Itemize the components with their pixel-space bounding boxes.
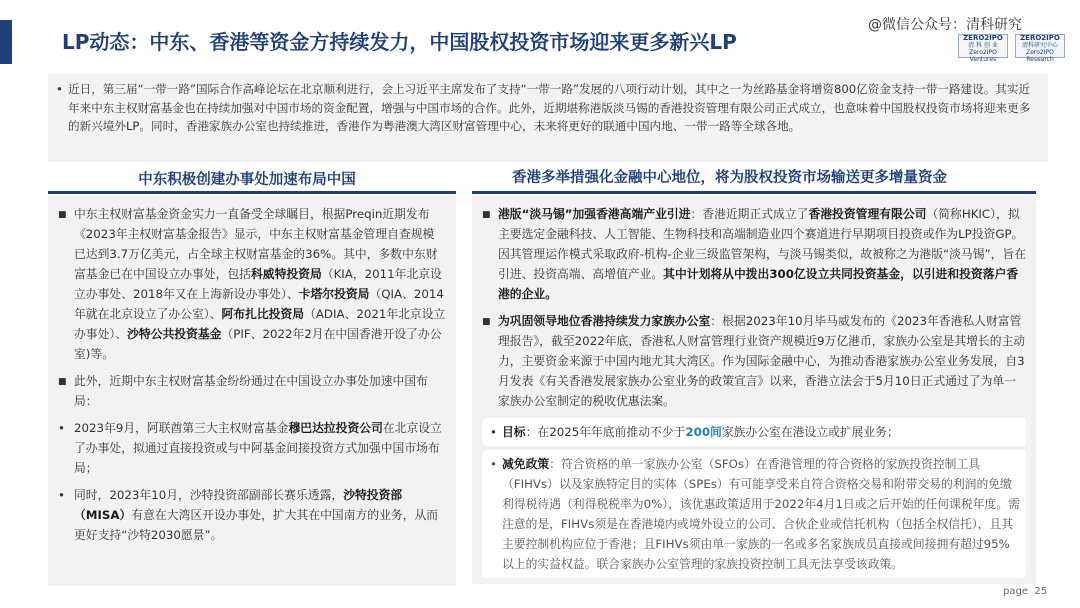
list-item <box>482 311 1026 411</box>
policy-label: 减免政策 <box>502 457 550 471</box>
list-item <box>58 418 446 478</box>
item-bold-text: 阿布扎比投资局 <box>221 307 305 321</box>
bullet-icon: • <box>490 457 497 471</box>
item-text: （QIA、2014年就在北京设立了办公室）、 <box>74 287 444 321</box>
title-accent-bar <box>0 20 12 64</box>
left-heading-underline <box>48 191 456 194</box>
item-bold-text: 为巩固领导地位香港持续发力家族办公室 <box>498 314 711 328</box>
list-item <box>58 485 446 545</box>
list-item <box>482 204 1026 304</box>
bullet-icon: • <box>58 488 65 502</box>
item-text: 有意在大湾区开设办事处，扩大其在中国南方的业务，从而更好支持“沙特2030愿景”。 <box>74 508 439 542</box>
left-section-heading: 中东积极创建办事处加速布局中国 <box>138 172 356 188</box>
right-heading-underline <box>472 191 1036 194</box>
item-text: 在北京设立了办事处，拟通过直接投资或与中阿基金间接投资方式加强中国市场布局； <box>74 421 442 475</box>
item-bold-text: 港版“淡马锡”加强香港高端产业引进 <box>498 207 691 221</box>
item-text: 2023年9月，阿联酋第三大主权财富基金 <box>74 421 289 435</box>
item-text: ：根据2023年10月毕马威发布的《2023年香港私人财富管理报告》，截至2022年底，香港私人财富管理行业资产规模近9万亿港币，家族办公室是其增长的主动力，主要资金来源于中国内地尤其大湾区。作为国际金融中心，为推动香港家族办公室业务发展，自3月发表《有关香港发展家族办公室业务的政策宣言》以来，香港立法会于5月10日正式通过了为单一家族办公室制定的税收优惠法案。 <box>498 314 1026 408</box>
item-text: （ADIA、2021年北京设立办事处）、 <box>74 307 446 341</box>
logo-tag: Zero2IPO Research <box>1026 49 1054 63</box>
item-bold-text: 香港投资管理有限公司 <box>808 207 927 221</box>
left-panel <box>48 196 456 586</box>
policy-box <box>482 450 1026 578</box>
bullet-icon: • <box>58 421 65 435</box>
list-item <box>58 204 446 364</box>
zero2ipo-ventures-logo <box>958 34 1008 63</box>
item-text: （PIF、2022年2月在中国香港开设了办公室)等。 <box>74 327 442 361</box>
page-title: LP动态：中东、香港等资金方持续发力，中国股权投资市场迎来更多新兴LP <box>62 30 737 54</box>
zero2ipo-research-logo <box>1015 34 1065 63</box>
logo-sub: 清科研究中心 <box>1021 42 1058 49</box>
list-item <box>58 371 446 411</box>
page-number <box>1003 586 1047 597</box>
right-section-heading: 香港多举措强化金融中心地位，将为股权投资市场输送更多增量资金 <box>512 170 947 186</box>
square-bullet-icon: ■ <box>482 317 491 327</box>
right-panel <box>472 196 1036 584</box>
item-bold-text: 科威特投资局 <box>250 267 322 281</box>
item-text: ：香港近期正式成立了 <box>690 207 809 221</box>
page-number-value: 25 <box>1034 586 1048 597</box>
page-label: page <box>1003 586 1028 597</box>
square-bullet-icon: ■ <box>58 377 67 387</box>
item-bold-text: 沙特公共投资基金 <box>127 327 222 341</box>
logo-brand: ZERO2IPO <box>1020 34 1060 42</box>
watermark-text: @微信公众号：清科研究 <box>868 17 1022 33</box>
item-text: ：符合资格的单一家族办公室（SFOs）在香港管理的符合资格的家族投资控制工具（FIHVs）以及家族特定目的实体（SPEs）有可能享受来自符合资格交易和附带交易的利润的免缴利得税待遇（利得税税率为0%），该优惠政策适用于2022年4月1日或之后开始的任何课税年度。需注意的是，FIHVs须是在香港境内或境外设立的公司、合伙企业或信托机构（包括全权信托），且其主要控制机构应位于香港；且FIHVs须由单一家族的一名或多名家族成员直接或间接拥有超过95%以上的实益权益。联合家族办公室管理的家族投资控制工具无法享受该政策。 <box>502 457 1020 571</box>
item-text: 中东主权财富基金资金实力一直备受全球瞩目，根据Preqin近期发布《2023年主权财富基金报告》显示，中东主权财富基金管理自查规模已达到3.7万亿美元，占全球主权财富基金的36%。其中，多数中东财富基金已在中国设立办事处，包括 <box>74 207 438 281</box>
logo-tag: Zero2IPO Ventures <box>969 49 997 63</box>
logo-sub: 清 科 创 业 <box>968 42 998 49</box>
item-text: （KIA，2011年北京设立办事处、2018年又在上海新设办事处）、 <box>74 267 442 301</box>
item-text: 家族办公室在港设立或扩展业务； <box>721 425 899 439</box>
goal-label: 目标 <box>502 425 526 439</box>
bullet-icon: • <box>490 425 497 439</box>
item-text: 同时，2023年10月，沙特投资部副部长赛乐透露， <box>74 488 344 502</box>
item-bold-text: 穆巴达拉投资公司 <box>288 421 383 435</box>
item-bold-text: 其中计划将从中拨出300亿设立共同投资基金，以引进和投资落户香港的企业。 <box>498 267 1019 301</box>
highlight-number: 200间 <box>685 425 722 439</box>
goal-box <box>482 418 1026 446</box>
item-text: （简称HKIC），拟主要选定金融科技、人工智能、生物科技和高端制造业四个赛道进行早期项目投资或作为LP投资GP。因其管理运作模式采取政府-机构-企业三级监管架构，与淡马锡类似，故被称之为港版“淡马锡”，旨在引进、投资高端、高增值产业。 <box>498 207 1027 281</box>
square-bullet-icon: ■ <box>58 210 67 220</box>
item-text: ：在2025年年底前推动不少于 <box>525 425 686 439</box>
item-text: 此外，近期中东主权财富基金纷纷通过在中国设立办事处加速中国布局： <box>74 374 428 408</box>
intro-box <box>48 74 1048 162</box>
item-bold-text: 卡塔尔投资局 <box>298 287 370 301</box>
square-bullet-icon: ■ <box>482 210 491 220</box>
logo-brand: ZERO2IPO <box>963 34 1003 42</box>
item-bold-text: 沙特投资部（MISA） <box>74 488 403 522</box>
intro-text: 近日，第三届“一带一路”国际合作高峰论坛在北京顺利进行，会上习近平主席发布了支持“一带一路”发展的八项行动计划，其中之一为丝路基金将增资800亿资金支持一带一路建设。其实近年来中东主权财富基金也在持续加强对中国市场的资金配置，增强与中国市场的合作。此外，近期堪称港版淡马锡的香港投资管理有限公司正式成立，也意味着中国股权投资市场将迎来更多的新兴境外LP。同时，香港家族办公室也持续推进，香港作为粤港澳大湾区财富管理中心，未来将更好的联通中国内地、一带一路等全球各地。 <box>68 82 1031 133</box>
bullet-icon: • <box>56 82 63 96</box>
